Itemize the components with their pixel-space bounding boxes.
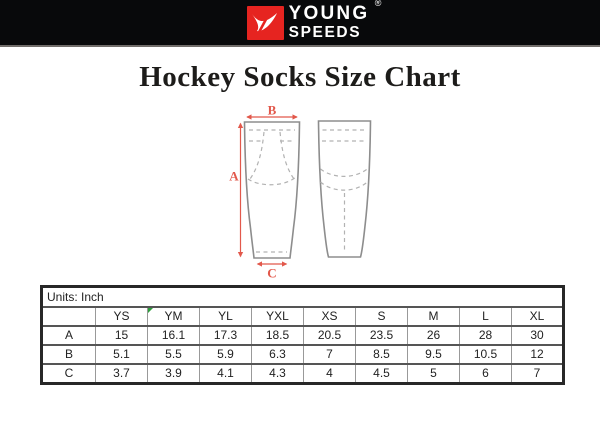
units-cell: Units: Inch <box>42 286 564 307</box>
cell-c-ys: 3.7 <box>96 364 148 384</box>
brand-wordmark <box>288 0 382 42</box>
row-label-a: A <box>42 326 96 345</box>
cell-a-m: 26 <box>408 326 460 345</box>
table-row-a <box>42 326 564 345</box>
brand-line1: YOUNG <box>288 3 370 25</box>
cell-a-ys: 15 <box>96 326 148 345</box>
page-title: Hockey Socks Size Chart <box>139 61 461 93</box>
measure-label-b: B <box>267 102 277 118</box>
cell-c-yl: 4.1 <box>200 364 252 384</box>
table-header-row <box>42 307 564 326</box>
cell-b-s: 8.5 <box>356 345 408 364</box>
cell-c-xl: 7 <box>512 364 564 384</box>
column-header-yl: YL <box>200 307 252 326</box>
measure-label-a: A <box>229 168 239 184</box>
brand-line2: SPEEDS <box>288 24 362 42</box>
cell-a-yxl: 18.5 <box>252 326 304 345</box>
cell-b-xl: 12 <box>512 345 564 364</box>
table-row-b <box>42 345 564 364</box>
column-header-ys: YS <box>96 307 148 326</box>
cell-c-yxl: 4.3 <box>252 364 304 384</box>
cell-c-xs: 4 <box>304 364 356 384</box>
header-bar <box>0 0 600 47</box>
brand-logo <box>247 0 382 42</box>
cell-b-l: 10.5 <box>460 345 512 364</box>
sock-measurement-diagram <box>0 96 600 281</box>
cell-b-ys: 5.1 <box>96 345 148 364</box>
corner-cell <box>42 307 96 326</box>
column-header-yxl: YXL <box>252 307 304 326</box>
cell-b-yl: 5.9 <box>200 345 252 364</box>
cell-a-xl: 30 <box>512 326 564 345</box>
measure-label-c: C <box>267 265 277 281</box>
cell-b-xs: 7 <box>304 345 356 364</box>
cell-a-ym: 16.1 <box>148 326 200 345</box>
cell-b-ym: 5.5 <box>148 345 200 364</box>
table-row-c <box>42 364 564 384</box>
cell-c-m: 5 <box>408 364 460 384</box>
cell-c-l: 6 <box>460 364 512 384</box>
table-row-units <box>42 286 564 307</box>
cell-c-s: 4.5 <box>356 364 408 384</box>
sock-front-outline <box>245 122 300 258</box>
cell-b-m: 9.5 <box>408 345 460 364</box>
registered-trademark-icon: ® <box>374 0 382 9</box>
cell-a-l: 28 <box>460 326 512 345</box>
cell-a-yl: 17.3 <box>200 326 252 345</box>
row-label-b: B <box>42 345 96 364</box>
column-header-xl: XL <box>512 307 564 326</box>
row-label-c: C <box>42 364 96 384</box>
size-table <box>40 285 565 385</box>
column-header-m: M <box>408 307 460 326</box>
cell-a-s: 23.5 <box>356 326 408 345</box>
column-header-xs: XS <box>304 307 356 326</box>
column-header-ym-label: YM <box>164 309 183 324</box>
brand-logo-icon <box>250 10 280 36</box>
cell-c-ym: 3.9 <box>148 364 200 384</box>
column-header-l: L <box>460 307 512 326</box>
cell-a-xs: 20.5 <box>304 326 356 345</box>
cell-b-yxl: 6.3 <box>252 345 304 364</box>
cell-flag-icon <box>148 308 153 313</box>
brand-logo-box <box>247 6 284 40</box>
column-header-s: S <box>356 307 408 326</box>
column-header-ym <box>148 307 200 326</box>
